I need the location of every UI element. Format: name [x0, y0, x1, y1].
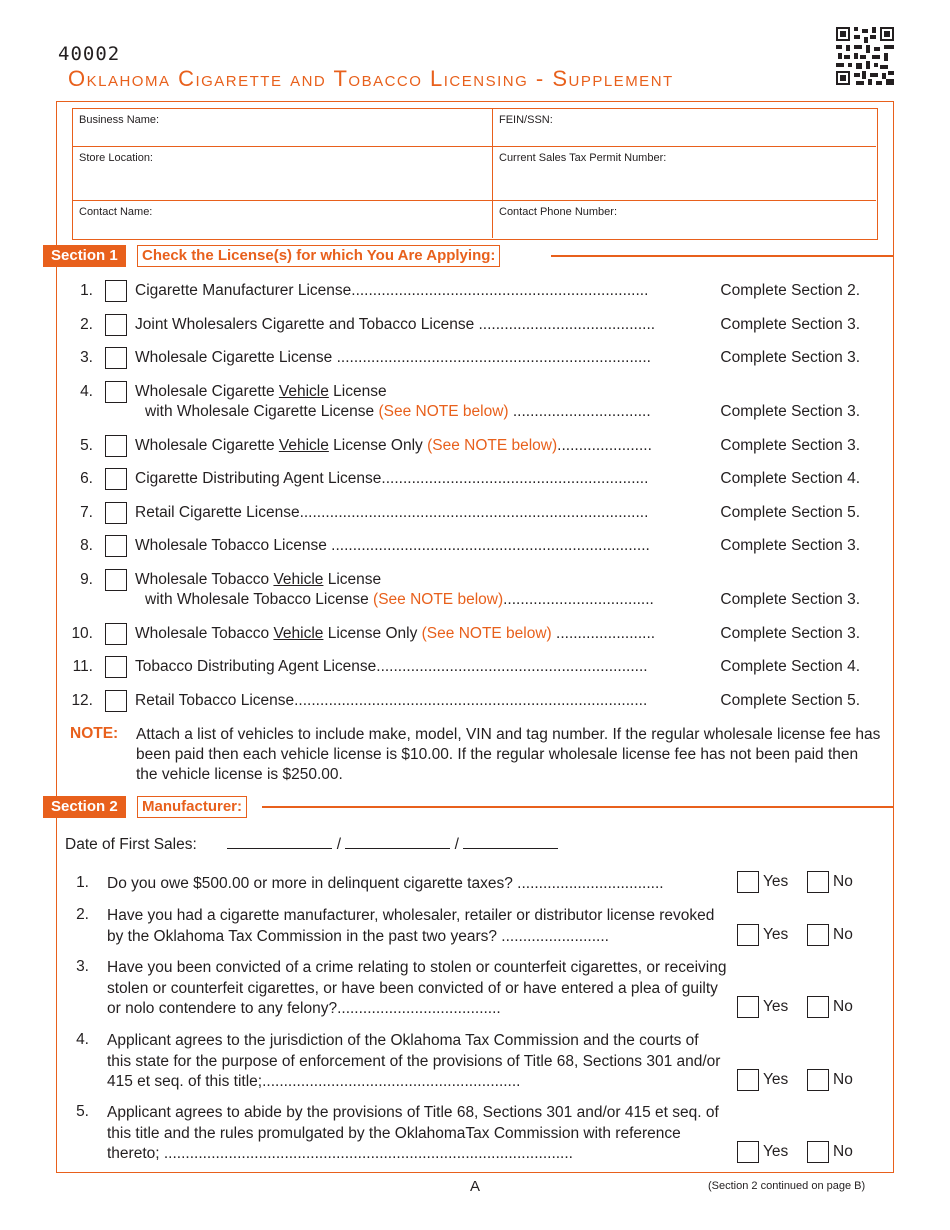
- license-item-1: [60, 280, 860, 302]
- license-label: Cigarette Manufacturer License.....................................................................: [135, 282, 649, 299]
- date-of-first-sales: [65, 834, 558, 854]
- q5-yes[interactable]: Yes: [737, 1141, 788, 1163]
- form-number: 40002: [58, 43, 121, 65]
- item-number: 5.: [80, 437, 93, 454]
- fein-ssn-field[interactable]: [493, 109, 876, 147]
- item-number: 11.: [72, 658, 93, 675]
- note-text: Attach a list of vehicles to include make, model, VIN and tag number. If the regular wholesale license fee has been paid then each vehicle license is $10.00. If the regular wholesale license fee has not been paid then the vehicle license is $250.00.: [136, 726, 881, 783]
- sales-tax-permit-field[interactable]: [493, 147, 876, 201]
- item-number: 12.: [71, 692, 93, 709]
- license-label: Joint Wholesalers Cigarette and Tobacco License .........................................: [135, 316, 656, 333]
- contact-phone-label: Contact Phone Number:: [499, 206, 618, 218]
- license-item-8: [60, 535, 860, 557]
- no-checkbox[interactable]: [807, 1069, 829, 1091]
- license-label: Wholesale Tobacco Vehicle License: [135, 571, 382, 588]
- form-title: Oklahoma Cigarette and Tobacco Licensing - Supplement: [68, 66, 674, 91]
- section2-rule: [262, 806, 894, 808]
- license-item-6: [60, 468, 860, 490]
- license-item-5: [60, 435, 860, 457]
- q1-no[interactable]: No: [807, 871, 853, 893]
- license-label: Wholesale Cigarette Vehicle License Only (See NOTE below)......................: [135, 437, 652, 454]
- no-checkbox[interactable]: [807, 871, 829, 893]
- license-label: Wholesale Tobacco Vehicle License Only (See NOTE below) .......................: [135, 625, 656, 642]
- business-name-field[interactable]: [73, 109, 493, 147]
- checkbox[interactable]: [105, 656, 127, 678]
- item-number: 10.: [71, 625, 93, 642]
- page-letter: A: [470, 1178, 481, 1195]
- license-action: Complete Section 3.: [720, 316, 860, 333]
- checkbox[interactable]: [105, 381, 127, 403]
- q5-no[interactable]: No: [807, 1141, 853, 1163]
- item-number: 1.: [80, 282, 93, 299]
- checkbox[interactable]: [105, 535, 127, 557]
- q2-yes[interactable]: Yes: [737, 924, 788, 946]
- section1-rule: [551, 255, 894, 257]
- q3-no[interactable]: No: [807, 996, 853, 1018]
- license-item-4: [60, 381, 860, 425]
- question-number: 4.: [76, 1031, 89, 1048]
- contact-phone-field[interactable]: [493, 201, 876, 238]
- business-name-label: Business Name:: [79, 114, 160, 126]
- q3-yes[interactable]: Yes: [737, 996, 788, 1018]
- license-label: Retail Tobacco License..................................................................................: [135, 692, 648, 709]
- license-label-line2: with Wholesale Cigarette License (See NOTE below) ................................: [145, 403, 651, 420]
- license-label: Cigarette Distributing Agent License..............................................................: [135, 470, 649, 487]
- yes-checkbox[interactable]: [737, 1069, 759, 1091]
- checkbox[interactable]: [105, 314, 127, 336]
- question-text: Applicant agrees to the jurisdiction of the Oklahoma Tax Commission and the courts of this state for the purpose of enforcement of the provisions of Title 68, Sections 301 and/or 415 et seq. of this title;............................................................: [107, 1032, 721, 1090]
- license-action: Complete Section 3.: [720, 349, 860, 366]
- no-checkbox[interactable]: [807, 1141, 829, 1163]
- license-label: Retail Cigarette License.................................................................................: [135, 504, 649, 521]
- license-item-12: [60, 690, 860, 712]
- question-number: 1.: [76, 874, 89, 891]
- license-action: Complete Section 4.: [720, 470, 860, 487]
- license-label: Wholesale Cigarette Vehicle License: [135, 383, 387, 400]
- date-label: Date of First Sales:: [65, 836, 197, 853]
- license-action: Complete Section 3.: [720, 437, 860, 454]
- license-action: Complete Section 3.: [720, 625, 860, 642]
- business-info-table: [72, 108, 878, 240]
- item-number: 4.: [80, 383, 93, 400]
- license-label-line2: with Wholesale Tobacco License (See NOTE below)...................................: [145, 591, 654, 608]
- license-label: Tobacco Distributing Agent License...............................................................: [135, 658, 648, 675]
- store-location-field[interactable]: [73, 147, 493, 201]
- yes-checkbox[interactable]: [737, 1141, 759, 1163]
- license-action: Complete Section 3.: [720, 403, 860, 420]
- license-action: Complete Section 3.: [720, 537, 860, 554]
- checkbox[interactable]: [105, 347, 127, 369]
- license-action: Complete Section 5.: [720, 504, 860, 521]
- q4-no[interactable]: No: [807, 1069, 853, 1091]
- question-number: 5.: [76, 1103, 89, 1120]
- date-month-field[interactable]: [227, 834, 332, 849]
- question-number: 2.: [76, 906, 89, 923]
- q1-yes[interactable]: Yes: [737, 871, 788, 893]
- section2-heading: Manufacturer:: [137, 796, 247, 818]
- yes-checkbox[interactable]: [737, 996, 759, 1018]
- license-label: Wholesale Cigarette License .........................................................................: [135, 349, 651, 366]
- date-year-field[interactable]: [463, 834, 558, 849]
- yes-checkbox[interactable]: [737, 924, 759, 946]
- license-item-9: [60, 569, 860, 613]
- no-checkbox[interactable]: [807, 996, 829, 1018]
- question-text: Applicant agrees to abide by the provisions of Title 68, Sections 301 and/or 415 et seq. of this title and the rules promulgated by the OklahomaTax Commission with reference thereto; ...............................................................................................: [107, 1104, 719, 1162]
- note-label: NOTE:: [70, 725, 119, 742]
- section1-heading: Check the License(s) for which You Are Applying:: [137, 245, 500, 267]
- license-action: Complete Section 4.: [720, 658, 860, 675]
- item-number: 3.: [80, 349, 93, 366]
- question-text: Have you had a cigarette manufacturer, wholesaler, retailer or distributor license revoked by the Oklahoma Tax Commission in the past two years? .........................: [107, 907, 715, 945]
- section1-tag: Section 1: [43, 245, 126, 267]
- license-action: Complete Section 3.: [720, 591, 860, 608]
- sales-tax-permit-label: Current Sales Tax Permit Number:: [499, 152, 667, 164]
- license-action: Complete Section 2.: [720, 282, 860, 299]
- checkbox[interactable]: [105, 569, 127, 591]
- date-separator: /: [336, 836, 342, 853]
- section2-tag: Section 2: [43, 796, 126, 818]
- checkbox[interactable]: [105, 280, 127, 302]
- license-item-2: [60, 314, 860, 336]
- date-day-field[interactable]: [345, 834, 450, 849]
- q2-no[interactable]: No: [807, 924, 853, 946]
- qr-code-icon: [836, 27, 894, 85]
- item-number: 6.: [80, 470, 93, 487]
- checkbox[interactable]: [105, 502, 127, 524]
- fein-ssn-label: FEIN/SSN:: [499, 114, 553, 126]
- contact-name-field[interactable]: [73, 201, 493, 238]
- yes-checkbox[interactable]: [737, 871, 759, 893]
- q4-yes[interactable]: Yes: [737, 1069, 788, 1091]
- question-text: Have you been convicted of a crime relating to stolen or counterfeit cigarettes, or receiving stolen or counterfeit cigarettes, or have been convicted of or have entered a plea of guilty or nolo contendere to any felony?......................................: [107, 959, 727, 1017]
- license-item-10: [60, 623, 860, 645]
- date-separator: /: [454, 836, 459, 853]
- checkbox[interactable]: [105, 435, 127, 457]
- question-text: Do you owe $500.00 or more in delinquent cigarette taxes? ..................................: [107, 875, 664, 892]
- license-item-7: [60, 502, 860, 524]
- store-location-label: Store Location:: [79, 152, 153, 164]
- no-checkbox[interactable]: [807, 924, 829, 946]
- license-label: Wholesale Tobacco License ..........................................................................: [135, 537, 650, 554]
- checkbox[interactable]: [105, 690, 127, 712]
- item-number: 9.: [80, 571, 93, 588]
- license-item-3: [60, 347, 860, 369]
- question-number: 3.: [76, 958, 89, 975]
- contact-name-label: Contact Name:: [79, 206, 153, 218]
- checkbox[interactable]: [105, 468, 127, 490]
- continued-note: (Section 2 continued on page B): [708, 1180, 866, 1192]
- license-action: Complete Section 5.: [720, 692, 860, 709]
- license-item-11: [60, 656, 860, 678]
- checkbox[interactable]: [105, 623, 127, 645]
- item-number: 7.: [80, 504, 93, 521]
- item-number: 8.: [80, 537, 93, 554]
- item-number: 2.: [80, 316, 93, 333]
